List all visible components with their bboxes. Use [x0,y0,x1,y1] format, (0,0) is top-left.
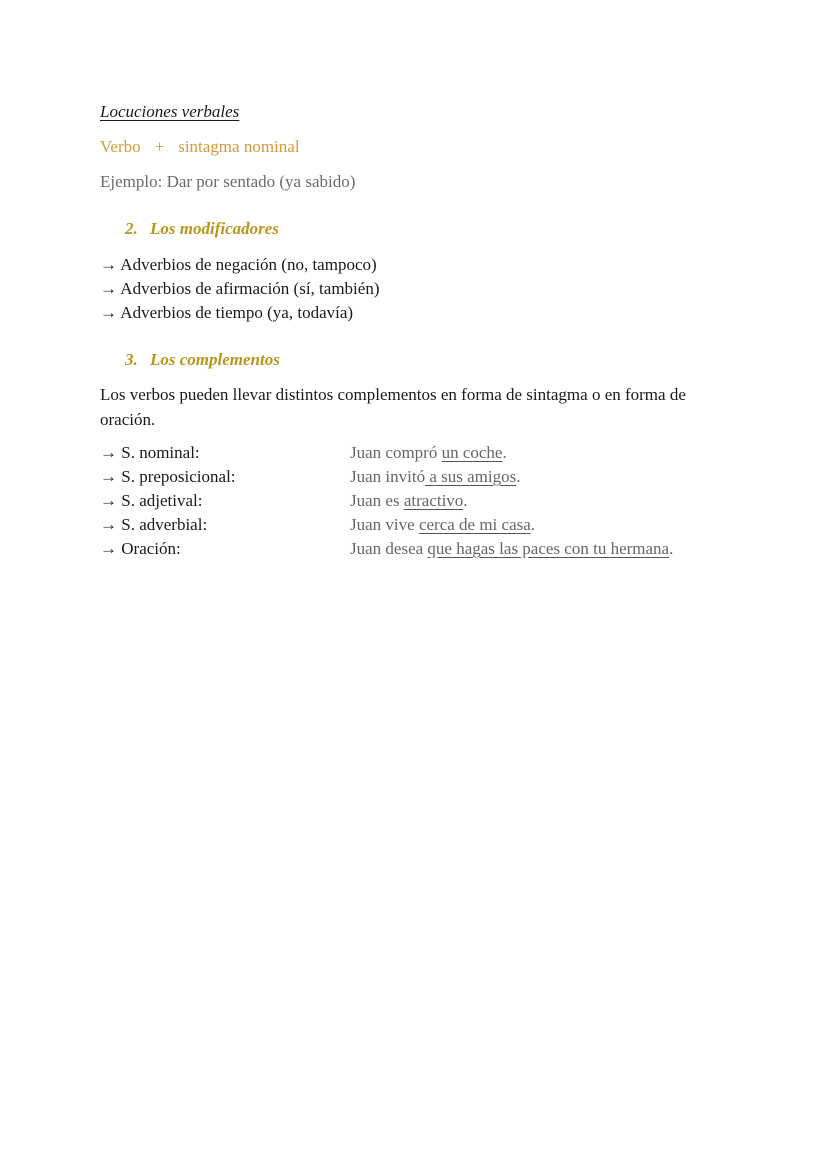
row-label: → Oración: [100,539,181,558]
example-post: . [463,491,468,510]
formula-left: Verbo [100,137,141,156]
complementos-paragraph: Los verbos pueden llevar distintos complementos en forma de sintagma o en forma de oración. [100,385,686,429]
row-example [350,441,507,465]
example-underlined: que hagas las paces con tu hermana [427,539,670,558]
heading-text: Los modificadores [150,219,279,238]
formula-plus: + [154,137,165,156]
modificadores-list [100,253,379,325]
row-label: → S. adverbial: [100,515,208,534]
list-item: → Adverbios de negación (no, tampoco) [100,255,377,274]
table-row [100,441,673,465]
example-underlined: a sus amigos [425,467,517,486]
row-example [350,513,535,537]
example-post: . [530,515,536,534]
table-row [100,489,673,513]
heading-modificadores [125,218,279,240]
list-item: → Adverbios de tiempo (ya, todavía) [100,303,354,322]
row-example [350,489,468,513]
example-pre: Juan invitó [350,467,426,486]
row-label: → S. nominal: [100,443,200,462]
locuciones-title: Locuciones verbales [100,102,240,121]
example-text: Ejemplo: Dar por sentado (ya sabido) [100,172,356,191]
table-row [100,513,673,537]
example-underlined: cerca de mi casa [418,515,531,534]
heading-number: 2. [125,219,138,238]
complementos-table [100,441,673,561]
formula-line [100,136,300,158]
row-example [350,537,673,561]
example-post: . [669,539,674,558]
example-post: . [516,467,521,486]
row-example [350,465,520,489]
row-label: → S. adjetival: [100,491,203,510]
example-pre: Juan desea [350,539,428,558]
example-underlined: un coche [441,443,503,462]
table-row [100,537,673,561]
example-pre: Juan vive [350,515,419,534]
example-post: . [502,443,507,462]
row-label: → S. preposicional: [100,467,236,486]
table-row [100,465,673,489]
formula-right: sintagma nominal [178,137,300,156]
heading-complementos [125,349,280,371]
example-underlined: atractivo [403,491,464,510]
example-pre: Juan compró [350,443,442,462]
example-pre: Juan es [350,491,404,510]
list-item: → Adverbios de afirmación (sí, también) [100,279,380,298]
heading-number: 3. [125,350,138,369]
heading-text: Los complementos [150,350,280,369]
